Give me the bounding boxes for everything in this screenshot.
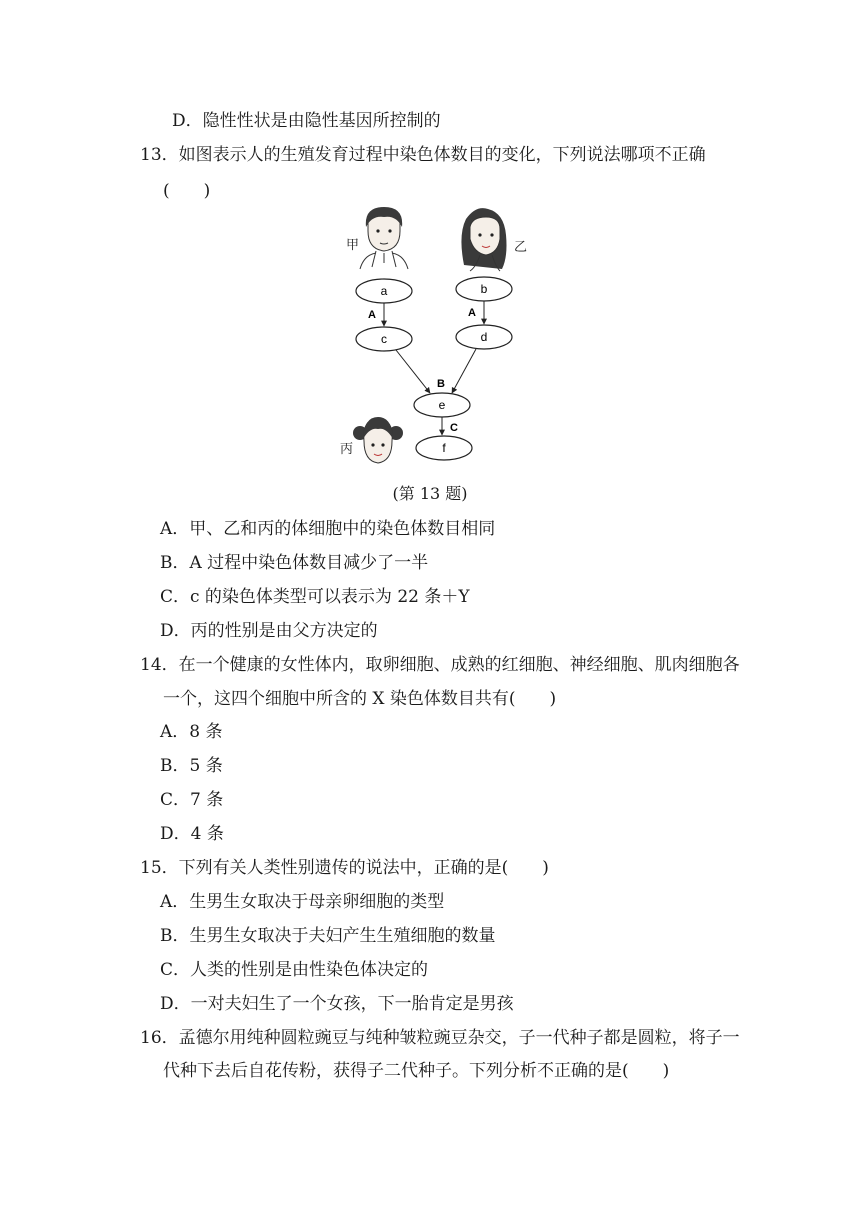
- option-13-a: A．甲、乙和丙的体细胞中的染色体数目相同: [160, 519, 496, 539]
- figure-caption: (第 13 题): [392, 484, 468, 503]
- option-14-d: D．4 条: [160, 824, 224, 844]
- node-c-label: c: [381, 332, 387, 346]
- option-15-c: C．人类的性别是由性染色体决定的: [160, 960, 429, 980]
- reproduction-diagram: [330, 205, 540, 485]
- mother-face-icon: [461, 208, 506, 271]
- question-13-stem: 13．如图表示人的生殖发育过程中染色体数目的变化，下列说法哪项不正确: [140, 145, 706, 165]
- arrow-C-label: C: [450, 422, 458, 434]
- option-14-b: B．5 条: [160, 756, 223, 776]
- question-16-stem-cont: 代种下去后自花传粉，获得子二代种子。下列分析不正确的是( ): [163, 1061, 670, 1081]
- option-15-a: A．生男生女取决于母亲卵细胞的类型: [160, 892, 445, 912]
- option-13-b: B．A 过程中染色体数目减少了一半: [160, 553, 429, 573]
- arrow-d-to-e: [452, 349, 476, 393]
- question-14-stem: 14．在一个健康的女性体内，取卵细胞、成熟的红细胞、神经细胞、肌肉细胞各: [140, 655, 740, 675]
- node-a-label: a: [380, 284, 388, 298]
- option-13-prev-d: D．隐性性状是由隐性基因所控制的: [172, 111, 441, 131]
- arrow-A-left-label: A: [368, 309, 376, 321]
- question-16-stem: 16．孟德尔用纯种圆粒豌豆与纯种皱粒豌豆杂交，子一代种子都是圆粒，将子一: [140, 1028, 740, 1048]
- question-14-stem-cont: 一个，这四个细胞中所含的 X 染色体数目共有( ): [163, 689, 557, 709]
- option-15-d: D．一对夫妇生了一个女孩，下一胎肯定是男孩: [160, 994, 514, 1014]
- father-face-icon: [360, 207, 408, 269]
- option-15-b: B．生男生女取决于夫妇产生生殖细胞的数量: [160, 926, 496, 946]
- arrow-B-label: B: [437, 378, 445, 390]
- option-13-c: C．c 的染色体类型可以表示为 22 条＋Y: [160, 587, 470, 607]
- question-15-stem: 15．下列有关人类性别遗传的说法中，正确的是( ): [140, 858, 549, 878]
- person-jia-label: 甲: [346, 237, 360, 252]
- option-14-c: C．7 条: [160, 790, 224, 810]
- node-f-label: f: [442, 441, 446, 455]
- person-yi-label: 乙: [514, 239, 528, 254]
- node-b-label: b: [480, 282, 488, 296]
- node-d-label: d: [480, 330, 488, 344]
- arrow-c-to-e: [396, 350, 430, 393]
- option-14-a: A．8 条: [160, 722, 223, 742]
- option-13-d: D．丙的性别是由父方决定的: [160, 621, 378, 641]
- node-e-label: e: [438, 398, 446, 412]
- arrow-A-right-label: A: [468, 307, 476, 319]
- person-bing-label: 丙: [340, 441, 354, 456]
- question-13-bracket: ( ): [163, 181, 211, 201]
- child-face-icon: [353, 417, 403, 463]
